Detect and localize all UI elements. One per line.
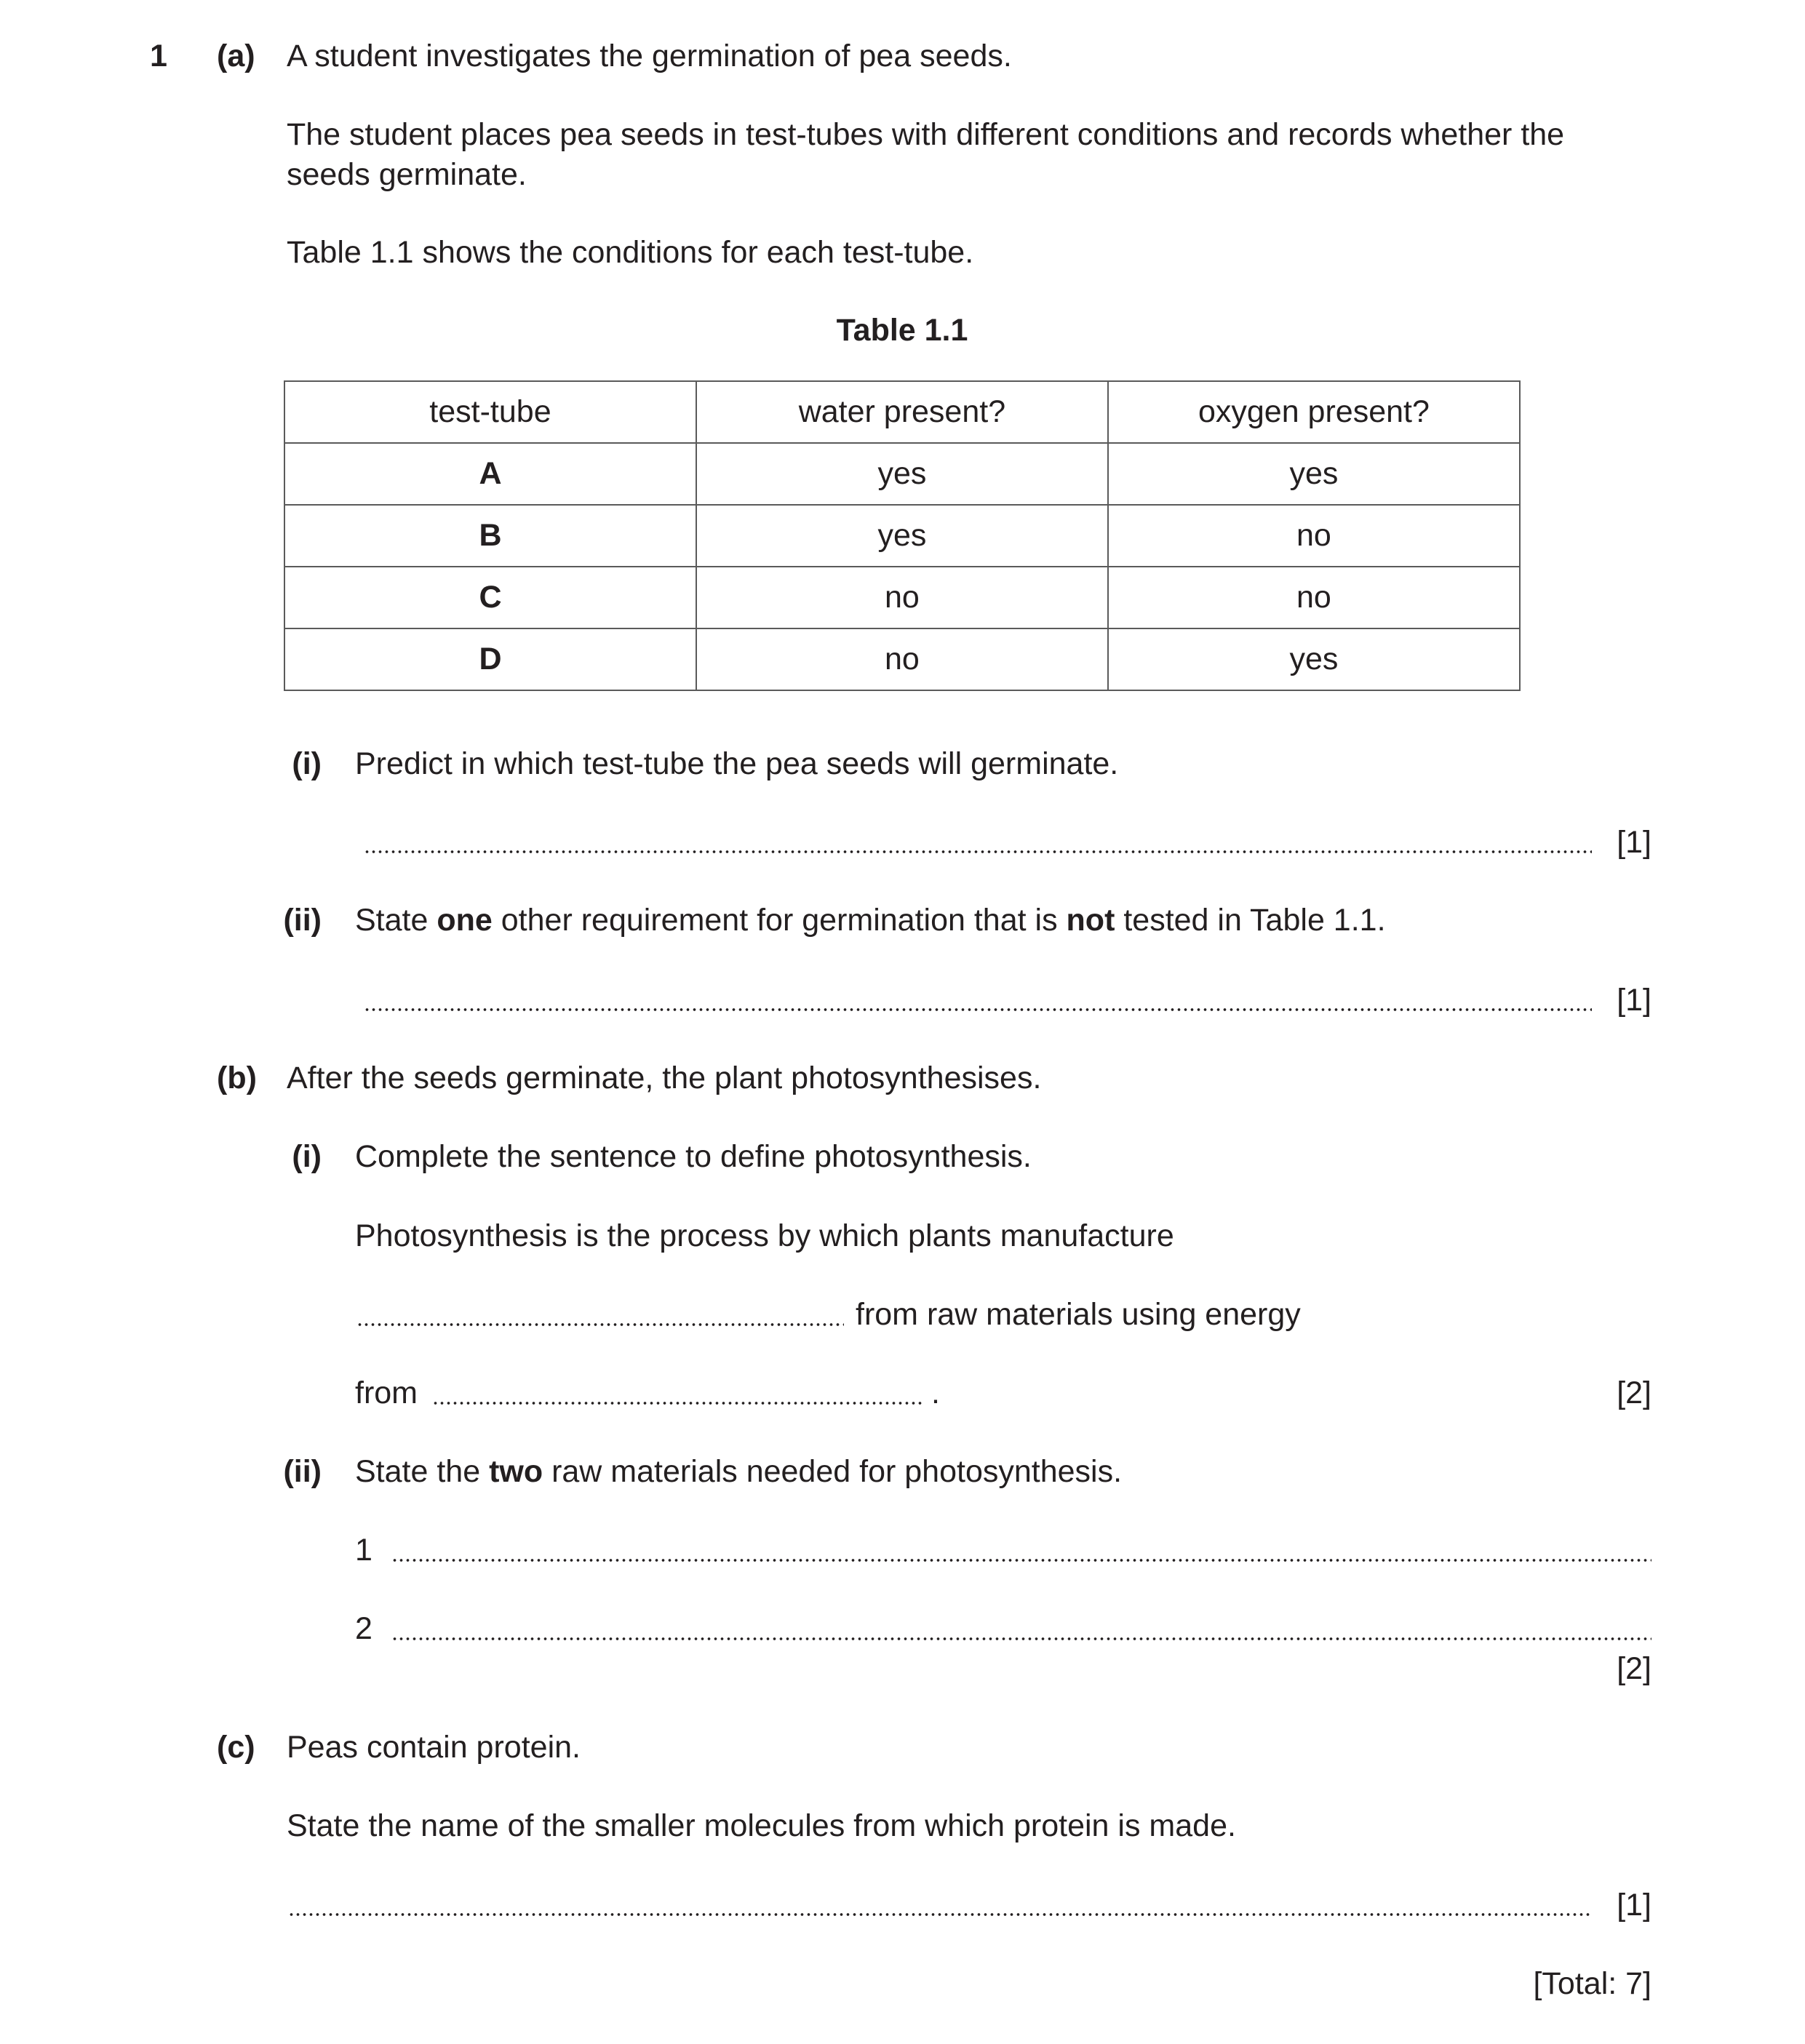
table-reference: Table 1.1 shows the conditions for each test-tube. [287, 235, 974, 270]
table-cell-tube: B [284, 505, 696, 567]
table-header: test-tube [284, 381, 696, 443]
table-cell: no [696, 567, 1108, 628]
answer-line-b-ii-1[interactable] [391, 1557, 1651, 1563]
table-row [284, 443, 1520, 505]
part-a-ii-text: State one other requirement for germination that is not tested in Table 1.1. [355, 903, 1386, 938]
answer-line-b-ii-2[interactable] [391, 1636, 1651, 1642]
table-header: water present? [696, 381, 1108, 443]
table-cell-tube: D [284, 628, 696, 690]
part-a-i-label: (i) [292, 746, 322, 781]
part-b-ii-text: State the two raw materials needed for photosynthesis. [355, 1454, 1123, 1489]
part-a-i-text: Predict in which test-tube the pea seeds will germinate. [355, 746, 1119, 781]
part-b-i-label: (i) [292, 1139, 322, 1174]
table-header: oxygen present? [1108, 381, 1520, 443]
part-a-paragraph-line2: seeds germinate. [287, 157, 527, 192]
raw-material-number-1: 1 [355, 1533, 372, 1568]
marks-b-i: [2] [1617, 1376, 1651, 1410]
answer-line-a-ii[interactable] [364, 1007, 1592, 1013]
table-cell: yes [1108, 443, 1520, 505]
table-row [284, 567, 1520, 628]
answer-line-c[interactable] [288, 1912, 1592, 1917]
table-caption: Table 1.1 [836, 313, 968, 348]
part-c-label: (c) [217, 1730, 255, 1765]
table-cell: no [1108, 567, 1520, 628]
definition-sentence-2: from raw materials using energy [856, 1297, 1301, 1332]
part-b-i-text: Complete the sentence to define photosynthesis. [355, 1139, 1032, 1174]
part-a-ii-label: (ii) [283, 903, 322, 938]
conditions-table [284, 380, 1521, 691]
table-cell: no [696, 628, 1108, 690]
part-b-intro: After the seeds germinate, the plant photosynthesises. [287, 1061, 1042, 1095]
table-cell-tube: A [284, 443, 696, 505]
marks-c: [1] [1617, 1888, 1651, 1923]
part-b-ii-label: (ii) [283, 1454, 322, 1489]
marks-a-i: [1] [1617, 825, 1651, 860]
raw-material-number-2: 2 [355, 1611, 372, 1646]
question-number: 1 [150, 39, 167, 73]
part-a-label: (a) [217, 39, 255, 73]
table-cell: yes [1108, 628, 1520, 690]
definition-sentence-1: Photosynthesis is the process by which plants manufacture [355, 1218, 1174, 1253]
part-b-label: (b) [217, 1061, 257, 1095]
table-cell-tube: C [284, 567, 696, 628]
part-a-intro: A student investigates the germination of pea seeds. [287, 39, 1012, 73]
definition-sentence-3: from [355, 1376, 418, 1410]
total-marks: [Total: 7] [1533, 1966, 1651, 2001]
table-header-row [284, 381, 1520, 443]
part-a-paragraph-line1: The student places pea seeds in test-tubes with different conditions and records whether the [287, 117, 1565, 152]
table-cell: yes [696, 505, 1108, 567]
marks-b-ii: [2] [1617, 1651, 1651, 1686]
table-row [284, 628, 1520, 690]
answer-blank-b-i-1[interactable] [356, 1322, 844, 1328]
part-c-intro: Peas contain protein. [287, 1730, 581, 1765]
table-row [284, 505, 1520, 567]
table-cell: yes [696, 443, 1108, 505]
marks-a-ii: [1] [1617, 983, 1651, 1018]
definition-end: . [931, 1376, 940, 1410]
answer-blank-b-i-2[interactable] [432, 1400, 923, 1406]
answer-line-a-i[interactable] [364, 849, 1592, 855]
table-cell: no [1108, 505, 1520, 567]
part-c-text: State the name of the smaller molecules from which protein is made. [287, 1808, 1236, 1843]
